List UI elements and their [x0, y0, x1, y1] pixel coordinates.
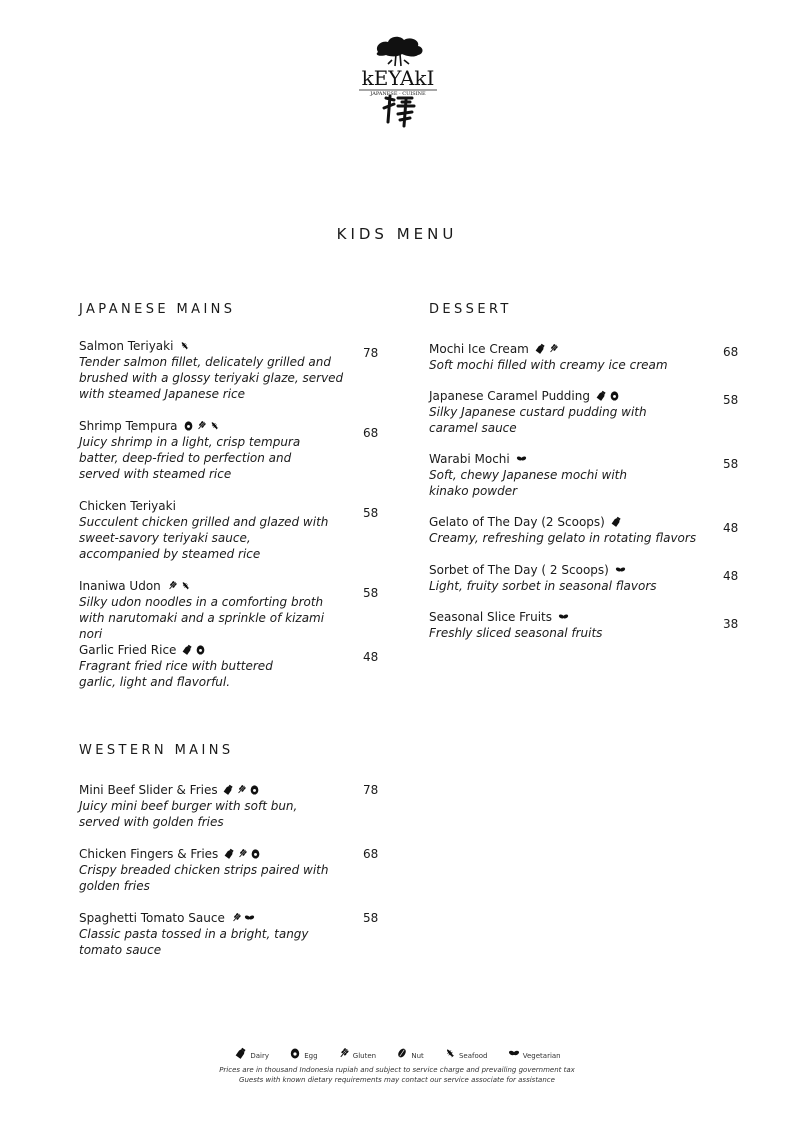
item-name: Shrimp Tempura: [79, 419, 178, 433]
item-price: 48: [723, 521, 739, 535]
item-price: 58: [363, 506, 379, 520]
item-description: Soft mochi filled with creamy ice cream: [429, 358, 668, 372]
item-name-row: [429, 451, 659, 467]
legend-label: Dairy: [250, 1052, 270, 1060]
item-name-row: [429, 388, 674, 404]
gluten-icon: [167, 580, 178, 591]
item-name-row: [79, 910, 344, 926]
dairy-icon: [223, 784, 234, 795]
menu-item: [429, 562, 709, 594]
item-name-row: [79, 338, 349, 354]
legend-item-gluten: [336, 1047, 376, 1060]
legend-item-seafood: [442, 1047, 488, 1060]
item-description: Freshly sliced seasonal fruits: [429, 626, 603, 640]
item-description: Creamy, refreshing gelato in rotating flavors: [429, 531, 697, 545]
menu-item: [429, 609, 709, 641]
svg-text:kEYAkI: kEYAkI: [361, 66, 435, 90]
legend-label: Vegetarian: [522, 1052, 561, 1060]
legend-item-egg: [287, 1047, 317, 1060]
dairy-icon: [224, 848, 235, 859]
item-name-row: [79, 782, 304, 798]
dairy-icon: [596, 390, 607, 401]
item-description: Light, fruity sorbet in seasonal flavors: [429, 579, 657, 593]
menu-item: [429, 451, 659, 499]
item-price: 58: [363, 586, 379, 600]
item-name: Salmon Teriyaki: [79, 339, 174, 353]
menu-item: [429, 514, 709, 546]
seafood-icon: [179, 340, 190, 351]
legend-label: Gluten: [352, 1052, 377, 1060]
gluten-icon: [231, 912, 242, 923]
vegetarian-icon: [615, 564, 626, 575]
egg-icon: [183, 420, 194, 431]
egg-icon: [249, 784, 260, 795]
keyaki-logo-graphic: [354, 30, 442, 130]
price-note: Prices are in thousand Indonesia rupiah and subject to service charge and prevailing government tax: [219, 1066, 575, 1074]
gluten-icon: [548, 343, 559, 354]
vegetarian-icon: [244, 912, 255, 923]
item-price: 58: [723, 457, 739, 471]
menu-item: [79, 498, 329, 562]
dairy-icon: [535, 343, 546, 354]
item-name: Sorbet of The Day ( 2 Scoops): [429, 563, 609, 577]
item-name-row: [429, 514, 709, 530]
item-description: Succulent chicken grilled and glazed with sweet-savory teriyaki sauce, accompanied by steamed rice: [79, 515, 329, 561]
seafood-icon: [180, 580, 191, 591]
item-price: 68: [723, 345, 739, 359]
item-name: Mini Beef Slider & Fries: [79, 783, 218, 797]
item-name: Chicken Fingers & Fries: [79, 847, 219, 861]
legend-label: Seafood: [458, 1052, 488, 1060]
item-price: 38: [723, 617, 739, 631]
allergen-legend: [0, 1047, 794, 1060]
item-name: Spaghetti Tomato Sauce: [79, 911, 225, 925]
egg-icon: [289, 1047, 301, 1059]
item-name-row: [79, 418, 329, 434]
item-name-row: [79, 642, 304, 658]
vegetarian-icon: [516, 453, 527, 464]
page-title: KIDS MENU: [336, 225, 458, 243]
vegetarian-icon: [558, 611, 569, 622]
item-description: Crispy breaded chicken strips paired with golden fries: [79, 863, 329, 893]
menu-item: [429, 388, 674, 436]
dairy-icon: [182, 644, 193, 655]
item-name-row: [79, 498, 329, 514]
item-name: Gelato of The Day (2 Scoops): [429, 515, 605, 529]
section-title-dessert: DESSERT: [429, 302, 512, 317]
item-name: Garlic Fried Rice: [79, 643, 177, 657]
menu-item: [79, 846, 334, 894]
item-description: Silky udon noodles in a comforting broth with narutomaki and a sprinkle of kizami nori: [79, 595, 325, 641]
gluten-icon: [237, 848, 248, 859]
legend-item-vegetarian: [506, 1047, 561, 1060]
item-name-row: [429, 341, 689, 357]
dairy-icon: [611, 516, 622, 527]
item-description: Classic pasta tossed in a bright, tangy tomato sauce: [79, 927, 309, 957]
legend-label: Nut: [411, 1052, 424, 1060]
keyaki-logo: [354, 30, 442, 130]
item-name: Seasonal Slice Fruits: [429, 610, 552, 624]
item-name: Warabi Mochi: [429, 452, 510, 466]
egg-icon: [195, 644, 206, 655]
nut-icon: [396, 1047, 408, 1059]
legend-item-nut: [394, 1047, 423, 1060]
legend-item-dairy: [233, 1047, 269, 1060]
menu-item: [79, 578, 344, 642]
item-price: 58: [363, 911, 379, 925]
dairy-icon: [235, 1047, 247, 1059]
section-title-japanese-mains: JAPANESE MAINS: [79, 302, 236, 317]
menu-item: [79, 782, 304, 830]
gluten-icon: [196, 420, 207, 431]
item-name: Chicken Teriyaki: [79, 499, 176, 513]
menu-item: [79, 418, 329, 482]
item-price: 48: [363, 650, 379, 664]
item-price: 78: [363, 346, 379, 360]
item-name: Mochi Ice Cream: [429, 342, 529, 356]
item-price: 48: [723, 569, 739, 583]
vegetarian-icon: [508, 1047, 520, 1059]
item-description: Tender salmon fillet, delicately grilled and brushed with a glossy teriyaki glaze, served with steamed Japanese rice: [79, 355, 344, 401]
seafood-icon: [209, 420, 220, 431]
menu-item: [79, 910, 344, 958]
egg-icon: [250, 848, 261, 859]
item-description: Juicy mini beef burger with soft bun, served with golden fries: [79, 799, 298, 829]
item-description: Juicy shrimp in a light, crisp tempura batter, deep-fried to perfection and served with steamed rice: [79, 435, 301, 481]
menu-item: [79, 642, 304, 690]
svg-text:JAPANESE · CUISINE: JAPANESE · CUISINE: [370, 91, 426, 97]
item-name-row: [79, 846, 334, 862]
item-price: 68: [363, 847, 379, 861]
gluten-icon: [338, 1047, 350, 1059]
legend-label: Egg: [304, 1052, 318, 1060]
item-price: 58: [723, 393, 739, 407]
item-name: Inaniwa Udon: [79, 579, 161, 593]
item-name-row: [79, 578, 344, 594]
item-description: Fragrant fried rice with buttered garlic, light and flavorful.: [79, 659, 273, 689]
item-name: Japanese Caramel Pudding: [429, 389, 590, 403]
item-price: 68: [363, 426, 379, 440]
egg-icon: [609, 390, 620, 401]
item-description: Silky Japanese custard pudding with caramel sauce: [429, 405, 647, 435]
menu-item: [79, 338, 349, 402]
item-name-row: [429, 562, 709, 578]
menu-item: [429, 341, 689, 373]
item-name-row: [429, 609, 709, 625]
seafood-icon: [444, 1047, 456, 1059]
item-price: 78: [363, 783, 379, 797]
dietary-note: Guests with known dietary requirements may contact our service associate for assistance: [239, 1076, 555, 1084]
gluten-icon: [236, 784, 247, 795]
section-title-western-mains: WESTERN MAINS: [79, 743, 234, 758]
item-description: Soft, chewy Japanese mochi with kinako powder: [429, 468, 627, 498]
